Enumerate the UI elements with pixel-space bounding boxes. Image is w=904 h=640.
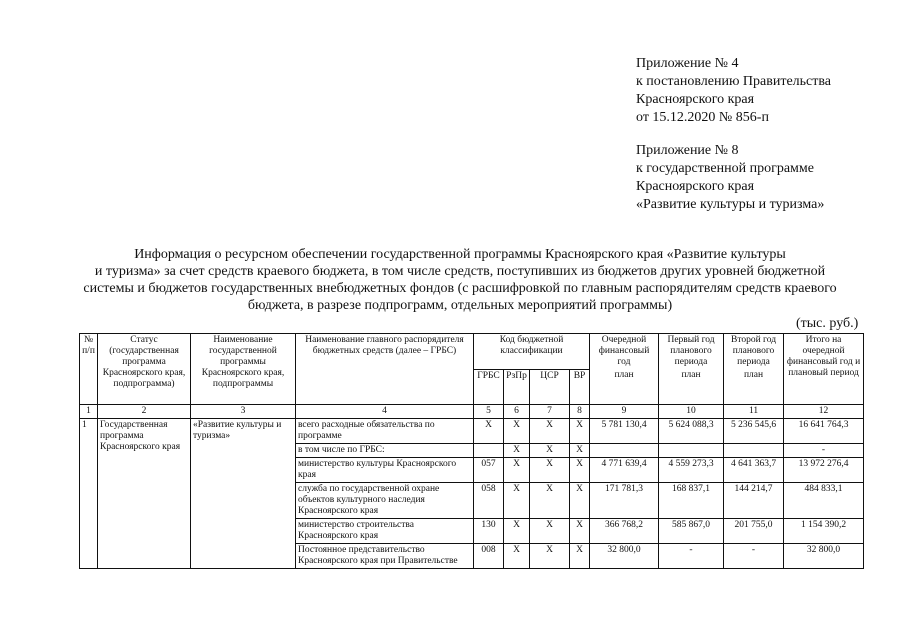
year2-cell [659, 443, 724, 457]
header-grbs: ГРБС [474, 369, 504, 404]
rzpr-cell: X [504, 518, 530, 543]
col-number: 6 [504, 404, 530, 418]
header-status: Статус (государственная программа Красноярского края, подпрограмма) [98, 334, 191, 405]
year3-cell: - [724, 543, 784, 568]
total-cell: 16 641 764,3 [784, 418, 864, 443]
header-year3: Второй год планового периода [724, 334, 784, 370]
year3-cell [724, 443, 784, 457]
year2-cell: 168 837,1 [659, 482, 724, 518]
appendix-line: Приложение № 8 [636, 143, 739, 158]
grbs-name-cell: министерство культуры Красноярского края [296, 457, 474, 482]
csr-cell: X [530, 518, 570, 543]
col-number: 7 [530, 404, 570, 418]
title-line: системы и бюджетов государственных внебюджетных фондов (с расшифровкой по главным распорядителям средств краевого [83, 281, 837, 296]
grbs-name-cell: Постоянное представительство Красноярского края при Правительстве [296, 543, 474, 568]
header-plan3: план [724, 369, 784, 404]
units-label: (тыс. руб.) [796, 316, 859, 331]
appendix-line: к постановлению Правительства [636, 74, 832, 89]
csr-cell: X [530, 482, 570, 518]
header-plan1: план [590, 369, 659, 404]
appendix-line: к государственной программе [636, 161, 814, 176]
appendix-line: от 15.12.2020 № 856-п [636, 110, 769, 125]
col-number: 10 [659, 404, 724, 418]
header-num: № п/п [80, 334, 98, 405]
rzpr-cell: X [504, 443, 530, 457]
col-number: 11 [724, 404, 784, 418]
program-name: «Развитие культуры и туризма» [191, 418, 296, 568]
col-number: 12 [784, 404, 864, 418]
appendix-line: Красноярского края [636, 92, 755, 107]
header-name: Наименование государственной программы Красноярского края, подпрограммы [191, 334, 296, 405]
appendix-8-block [636, 142, 824, 214]
vr-cell: X [570, 457, 590, 482]
header-grbs-name: Наименование главного распорядителя бюджетных средств (далее – ГРБС) [296, 334, 474, 405]
rzpr-cell: X [504, 457, 530, 482]
vr-cell: X [570, 418, 590, 443]
header-year2: Первый год планового периода [659, 334, 724, 370]
grbs-code-cell: 130 [474, 518, 504, 543]
col-number: 3 [191, 404, 296, 418]
document-title [70, 246, 850, 314]
year1-cell: 366 768,2 [590, 518, 659, 543]
grbs-code-cell: 008 [474, 543, 504, 568]
total-cell: 32 800,0 [784, 543, 864, 568]
header-rzpr: РзПр [504, 369, 530, 404]
resource-table [79, 333, 864, 569]
year3-cell: 144 214,7 [724, 482, 784, 518]
header-row [80, 334, 864, 370]
appendix-4-block [636, 55, 831, 127]
appendix-line: Красноярского края [636, 179, 755, 194]
total-cell: 484 833,1 [784, 482, 864, 518]
appendix-line: Приложение № 4 [636, 56, 739, 71]
header-csr: ЦСР [530, 369, 570, 404]
grbs-name-cell: министерство строительства Красноярского края [296, 518, 474, 543]
year1-cell: 5 781 130,4 [590, 418, 659, 443]
year3-cell: 4 641 363,7 [724, 457, 784, 482]
grbs-code-cell [474, 443, 504, 457]
total-cell: 13 972 276,4 [784, 457, 864, 482]
year1-cell: 4 771 639,4 [590, 457, 659, 482]
year2-cell: 4 559 273,3 [659, 457, 724, 482]
header-year1: Очередной финансовый год [590, 334, 659, 370]
vr-cell: X [570, 543, 590, 568]
csr-cell: X [530, 457, 570, 482]
header-code: Код бюджетной классификации [474, 334, 590, 370]
title-line: Информация о ресурсном обеспечении государственной программы Красноярского края «Развитие культуры [134, 247, 786, 262]
grbs-code-cell: 057 [474, 457, 504, 482]
grbs-code-cell: X [474, 418, 504, 443]
appendix-line: «Развитие культуры и туризма» [636, 197, 825, 212]
grbs-name-cell: всего расходные обязательства по программе [296, 418, 474, 443]
rzpr-cell: X [504, 418, 530, 443]
col-number: 9 [590, 404, 659, 418]
csr-cell: X [530, 418, 570, 443]
csr-cell: X [530, 543, 570, 568]
col-number: 2 [98, 404, 191, 418]
csr-cell: X [530, 443, 570, 457]
year2-cell: 5 624 088,3 [659, 418, 724, 443]
header-plan2: план [659, 369, 724, 404]
title-line: бюджета, в разрезе подпрограмм, отдельных мероприятий программы) [247, 298, 673, 313]
rzpr-cell: X [504, 482, 530, 518]
header-total: Итого на очередной финансовый год и плановый период [784, 334, 864, 405]
year1-cell: 171 781,3 [590, 482, 659, 518]
program-status: Государственная программа Красноярского края [98, 418, 191, 568]
program-num: 1 [80, 418, 98, 568]
table-row [80, 418, 864, 443]
col-number: 1 [80, 404, 98, 418]
header-vr: ВР [570, 369, 590, 404]
vr-cell: X [570, 482, 590, 518]
col-number: 4 [296, 404, 474, 418]
vr-cell: X [570, 443, 590, 457]
year3-cell: 5 236 545,6 [724, 418, 784, 443]
year1-cell: 32 800,0 [590, 543, 659, 568]
year3-cell: 201 755,0 [724, 518, 784, 543]
rzpr-cell: X [504, 543, 530, 568]
grbs-code-cell: 058 [474, 482, 504, 518]
title-line: и туризма» за счет средств краевого бюджета, в том числе средств, поступивших из бюджетов других уровней бюджетной [94, 264, 826, 279]
col-number: 8 [570, 404, 590, 418]
grbs-name-cell: служба по государственной охране объектов культурного наследия Красноярского края [296, 482, 474, 518]
column-number-row [80, 404, 864, 418]
grbs-name-cell: в том числе по ГРБС: [296, 443, 474, 457]
total-cell: - [784, 443, 864, 457]
year2-cell: - [659, 543, 724, 568]
year1-cell [590, 443, 659, 457]
col-number: 5 [474, 404, 504, 418]
total-cell: 1 154 390,2 [784, 518, 864, 543]
year2-cell: 585 867,0 [659, 518, 724, 543]
vr-cell: X [570, 518, 590, 543]
